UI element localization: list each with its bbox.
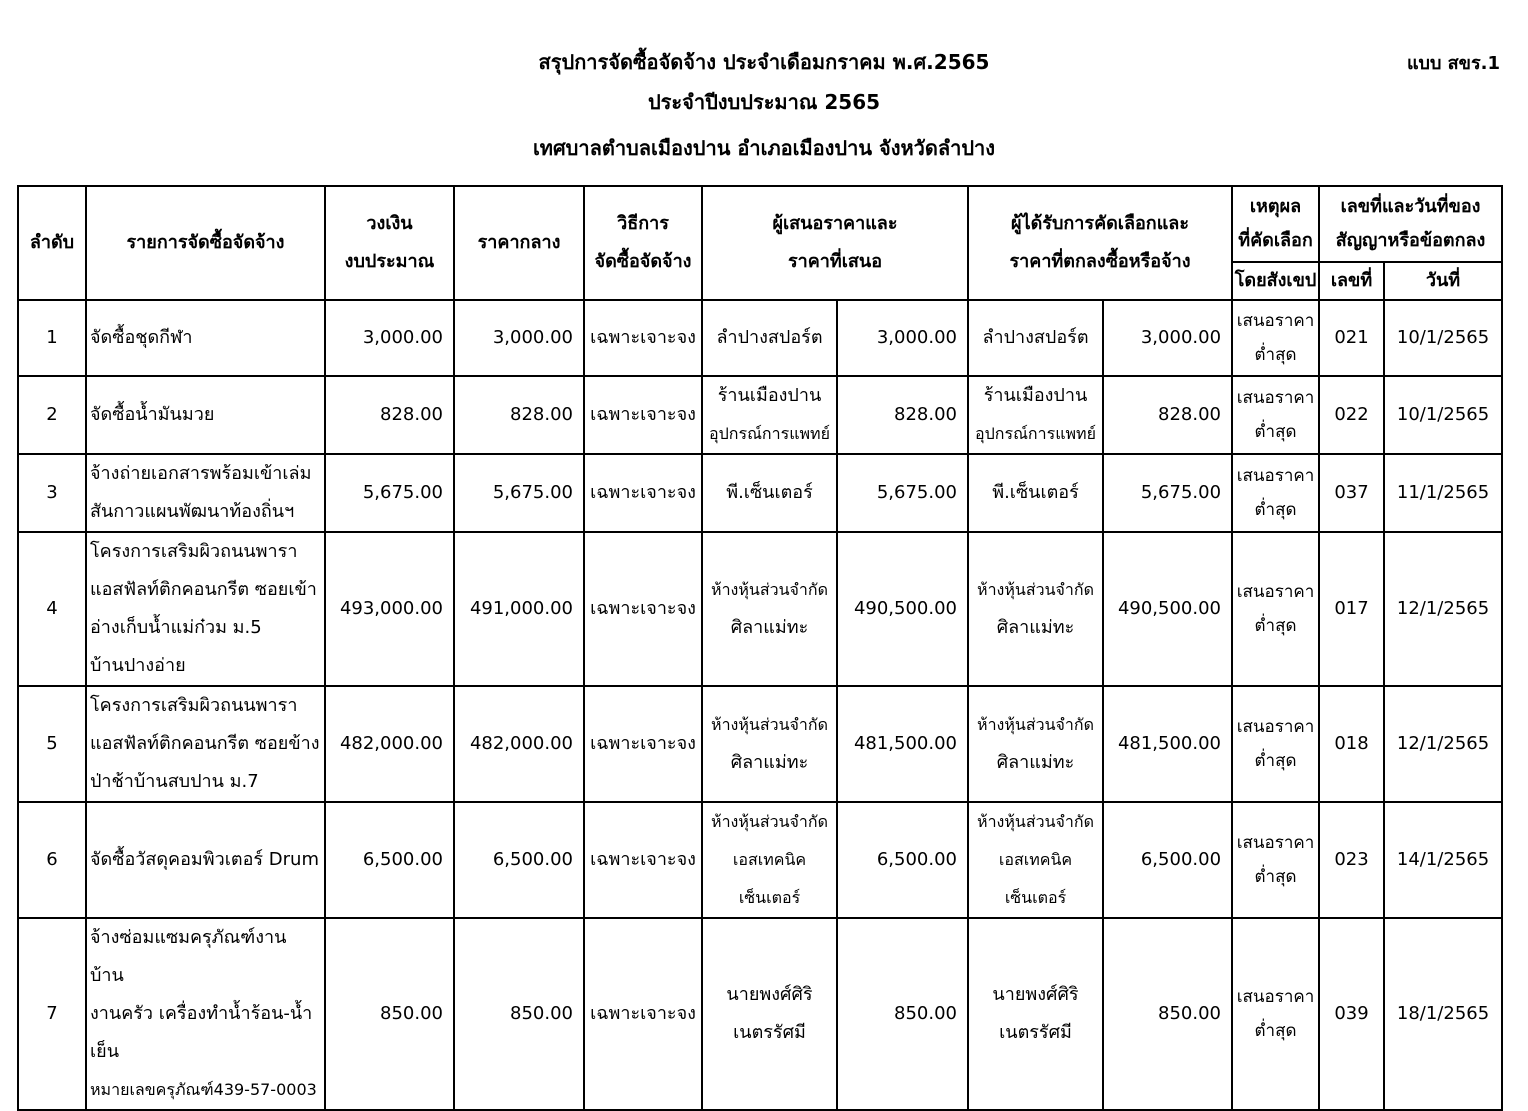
cell-selected-price: 828.00 <box>1103 376 1232 454</box>
col-header-budget-line2: งบประมาณ <box>344 251 435 272</box>
cell-reason-line: เสนอราคา <box>1236 833 1315 853</box>
cell-contract-date: 10/1/2565 <box>1384 376 1502 454</box>
cell-bid-price: 5,675.00 <box>837 454 968 532</box>
cell-reason-line: เสนอราคา <box>1236 466 1315 486</box>
cell-selected <box>968 376 1103 454</box>
cell-item <box>86 686 325 802</box>
table-row <box>18 454 1502 532</box>
col-header-reason <box>1232 186 1319 262</box>
cell-reason <box>1232 454 1319 532</box>
procurement-table <box>17 185 1503 1111</box>
cell-reason-line: ต่ำสุด <box>1254 751 1297 771</box>
cell-no: 6 <box>18 802 86 918</box>
cell-contract-date: 14/1/2565 <box>1384 802 1502 918</box>
cell-reason-line: ต่ำสุด <box>1254 1021 1297 1041</box>
cell-item-line: ป่าช้าบ้านสบปาน ม.7 <box>90 771 259 792</box>
cell-bidder-line: เอสเทคนิคเซ็นเตอร์ <box>732 850 807 907</box>
cell-contract-no: 022 <box>1319 376 1384 454</box>
cell-method: เฉพาะเจาะจง <box>584 802 702 918</box>
report-title: สรุปการจัดซื้อจัดจ้าง ประจำเดือมกราคม พ.ศ.2565 <box>538 50 990 74</box>
cell-bidder-line: พี.เซ็นเตอร์ <box>726 482 813 503</box>
cell-item-line: จ้างซ่อมแซมครุภัณฑ์งานบ้าน <box>90 927 287 986</box>
cell-bidder-line: อุปกรณ์การแพทย์ <box>709 424 830 443</box>
cell-selected <box>968 686 1103 802</box>
cell-bid-price: 828.00 <box>837 376 968 454</box>
report-fiscal-year: ประจำปีงบประมาณ 2565 <box>647 90 881 114</box>
cell-bidder <box>702 532 837 686</box>
cell-budget: 493,000.00 <box>325 532 454 686</box>
cell-reason-line: ต่ำสุด <box>1254 867 1297 887</box>
cell-contract-date: 18/1/2565 <box>1384 918 1502 1110</box>
cell-item-line: งานครัว เครื่องทำน้ำร้อน-น้ำเย็น <box>90 1003 313 1062</box>
cell-bid-price: 6,500.00 <box>837 802 968 918</box>
cell-median: 850.00 <box>454 918 584 1110</box>
cell-budget: 828.00 <box>325 376 454 454</box>
cell-bidder <box>702 300 837 376</box>
col-header-contract-line1: เลขที่และวันที่ของ <box>1340 196 1481 217</box>
col-header-median: ราคากลาง <box>454 186 584 300</box>
cell-bidder <box>702 454 837 532</box>
cell-selected-line: ห้างหุ้นส่วนจำกัด <box>977 715 1094 734</box>
cell-bidder <box>702 918 837 1110</box>
cell-item-line: อ่างเก็บน้ำแม่ก๋วม ม.5 <box>90 617 262 638</box>
report-organization: เทศบาลตำบลเมืองปาน อำเภอเมืองปาน จังหวัดลำปาง <box>532 136 996 160</box>
cell-budget: 5,675.00 <box>325 454 454 532</box>
col-header-contract-no: เลขที่ <box>1319 262 1384 300</box>
col-header-bidders-line1: ผู้เสนอราคาและ <box>772 213 898 234</box>
cell-selected <box>968 918 1103 1110</box>
cell-item-line: แอสฟัลท์ติกคอนกรีต ซอยข้าง <box>90 733 320 754</box>
cell-contract-no: 017 <box>1319 532 1384 686</box>
cell-bid-price: 481,500.00 <box>837 686 968 802</box>
cell-selected-line: ลำปางสปอร์ต <box>982 327 1089 348</box>
cell-median: 482,000.00 <box>454 686 584 802</box>
cell-selected-price: 3,000.00 <box>1103 300 1232 376</box>
col-header-budget <box>325 186 454 300</box>
cell-item <box>86 454 325 532</box>
cell-median: 828.00 <box>454 376 584 454</box>
cell-reason <box>1232 686 1319 802</box>
cell-item-line: โครงการเสริมผิวถนนพารา <box>90 541 298 562</box>
cell-selected-line: พี.เซ็นเตอร์ <box>992 482 1079 503</box>
cell-median: 6,500.00 <box>454 802 584 918</box>
col-header-bidders-line2: ราคาที่เสนอ <box>787 251 883 272</box>
cell-selected-line: เอสเทคนิคเซ็นเตอร์ <box>998 850 1073 907</box>
col-header-bidders <box>702 186 968 300</box>
cell-budget: 482,000.00 <box>325 686 454 802</box>
cell-item <box>86 376 325 454</box>
table-row <box>18 686 1502 802</box>
col-header-selected <box>968 186 1232 300</box>
cell-selected-line: ศิลาแม่ทะ <box>996 752 1075 773</box>
cell-reason-line: ต่ำสุด <box>1254 616 1297 636</box>
cell-selected-line: ห้างหุ้นส่วนจำกัด <box>977 580 1094 599</box>
col-header-reason-line1: เหตุผล <box>1249 196 1302 217</box>
col-header-reason-line2: ที่คัดเลือก <box>1238 230 1313 251</box>
cell-contract-date: 11/1/2565 <box>1384 454 1502 532</box>
cell-selected-price: 481,500.00 <box>1103 686 1232 802</box>
cell-selected-price: 5,675.00 <box>1103 454 1232 532</box>
cell-item-line: จัดซื้อชุดกีฬา <box>90 327 193 348</box>
cell-selected-price: 850.00 <box>1103 918 1232 1110</box>
cell-reason-line: เสนอราคา <box>1236 582 1315 602</box>
cell-reason <box>1232 376 1319 454</box>
table-body <box>18 300 1502 1110</box>
cell-bidder <box>702 802 837 918</box>
cell-selected-price: 490,500.00 <box>1103 532 1232 686</box>
cell-bid-price: 3,000.00 <box>837 300 968 376</box>
cell-item <box>86 918 325 1110</box>
cell-selected-line: ศิลาแม่ทะ <box>996 617 1075 638</box>
cell-item-line: จัดซื้อน้ำมันมวย <box>90 404 215 425</box>
cell-item-line: บ้านปางอ่าย <box>90 655 186 676</box>
cell-method: เฉพาะเจาะจง <box>584 300 702 376</box>
cell-item-line: จ้างถ่ายเอกสารพร้อมเข้าเล่ม <box>90 463 312 484</box>
cell-selected-line: เนตรรัศมี <box>999 1022 1072 1043</box>
cell-contract-date: 12/1/2565 <box>1384 686 1502 802</box>
cell-item <box>86 300 325 376</box>
cell-bidder-line: เนตรรัศมี <box>733 1022 806 1043</box>
cell-selected <box>968 802 1103 918</box>
cell-method: เฉพาะเจาะจง <box>584 454 702 532</box>
cell-budget: 850.00 <box>325 918 454 1110</box>
cell-reason <box>1232 532 1319 686</box>
cell-no: 3 <box>18 454 86 532</box>
cell-reason-line: เสนอราคา <box>1236 311 1315 331</box>
cell-reason-line: ต่ำสุด <box>1254 422 1297 442</box>
cell-selected <box>968 532 1103 686</box>
cell-bidder-line: ห้างหุ้นส่วนจำกัด <box>711 812 828 831</box>
cell-no: 1 <box>18 300 86 376</box>
cell-budget: 3,000.00 <box>325 300 454 376</box>
cell-selected-line: ห้างหุ้นส่วนจำกัด <box>977 812 1094 831</box>
cell-method: เฉพาะเจาะจง <box>584 532 702 686</box>
cell-item-line: โครงการเสริมผิวถนนพารา <box>90 695 298 716</box>
cell-bidder-line: ลำปางสปอร์ต <box>716 327 823 348</box>
col-header-selected-line2: ราคาที่ตกลงซื้อหรือจ้าง <box>1009 251 1191 272</box>
cell-reason-line: เสนอราคา <box>1236 987 1315 1007</box>
cell-item-line: สันกาวแผนพัฒนาท้องถิ่นฯ <box>90 501 295 522</box>
cell-no: 7 <box>18 918 86 1110</box>
cell-contract-no: 018 <box>1319 686 1384 802</box>
cell-selected-price: 6,500.00 <box>1103 802 1232 918</box>
cell-median: 491,000.00 <box>454 532 584 686</box>
cell-method: เฉพาะเจาะจง <box>584 918 702 1110</box>
col-header-no: ลำดับ <box>18 186 86 300</box>
cell-budget: 6,500.00 <box>325 802 454 918</box>
cell-bidder-line: ศิลาแม่ทะ <box>730 617 809 638</box>
col-header-method <box>584 186 702 300</box>
cell-reason-line: ต่ำสุด <box>1254 500 1297 520</box>
form-code: แบบ สขร.1 <box>1406 53 1500 74</box>
cell-no: 4 <box>18 532 86 686</box>
col-header-contract <box>1319 186 1502 262</box>
cell-selected-line: ร้านเมืองปาน <box>983 385 1088 406</box>
cell-selected <box>968 454 1103 532</box>
col-header-budget-line1: วงเงิน <box>366 213 413 234</box>
cell-bidder-line: ศิลาแม่ทะ <box>730 752 809 773</box>
cell-reason <box>1232 300 1319 376</box>
cell-method: เฉพาะเจาะจง <box>584 376 702 454</box>
cell-bid-price: 850.00 <box>837 918 968 1110</box>
cell-reason <box>1232 802 1319 918</box>
cell-method: เฉพาะเจาะจง <box>584 686 702 802</box>
cell-selected-line: อุปกรณ์การแพทย์ <box>975 424 1096 443</box>
col-header-method-line2: จัดซื้อจัดจ้าง <box>594 251 692 272</box>
col-header-contract-line2: สัญญาหรือข้อตกลง <box>1335 230 1486 251</box>
cell-reason-line: เสนอราคา <box>1236 388 1315 408</box>
cell-contract-no: 037 <box>1319 454 1384 532</box>
table-row <box>18 802 1502 918</box>
col-header-reason-line3: โดยสังเขป <box>1232 262 1319 300</box>
cell-item-line: หมายเลขครุภัณฑ์439-57-0003 <box>90 1080 317 1099</box>
cell-contract-no: 021 <box>1319 300 1384 376</box>
col-header-item: รายการจัดซื้อจัดจ้าง <box>86 186 325 300</box>
cell-bidder-line: ห้างหุ้นส่วนจำกัด <box>711 715 828 734</box>
cell-bid-price: 490,500.00 <box>837 532 968 686</box>
cell-reason-line: ต่ำสุด <box>1254 345 1297 365</box>
cell-bidder-line: ห้างหุ้นส่วนจำกัด <box>711 580 828 599</box>
cell-item-line: จัดซื้อวัสดุคอมพิวเตอร์ Drum <box>90 849 319 870</box>
col-header-method-line1: วิธีการ <box>617 213 669 234</box>
cell-median: 3,000.00 <box>454 300 584 376</box>
cell-no: 5 <box>18 686 86 802</box>
cell-selected <box>968 300 1103 376</box>
cell-bidder-line: นายพงศ์ศิริ <box>726 984 813 1005</box>
cell-contract-date: 10/1/2565 <box>1384 300 1502 376</box>
cell-contract-no: 039 <box>1319 918 1384 1110</box>
table-row <box>18 376 1502 454</box>
cell-median: 5,675.00 <box>454 454 584 532</box>
cell-bidder-line: ร้านเมืองปาน <box>717 385 822 406</box>
table-row <box>18 918 1502 1110</box>
cell-item-line: แอสฟัลท์ติกคอนกรีต ซอยเข้า <box>90 579 317 600</box>
cell-reason-line: เสนอราคา <box>1236 717 1315 737</box>
cell-contract-no: 023 <box>1319 802 1384 918</box>
cell-contract-date: 12/1/2565 <box>1384 532 1502 686</box>
cell-bidder <box>702 686 837 802</box>
cell-item <box>86 532 325 686</box>
cell-item <box>86 802 325 918</box>
cell-selected-line: นายพงศ์ศิริ <box>992 984 1079 1005</box>
table-row <box>18 300 1502 376</box>
table-row <box>18 532 1502 686</box>
cell-reason <box>1232 918 1319 1110</box>
col-header-contract-date: วันที่ <box>1384 262 1502 300</box>
cell-bidder <box>702 376 837 454</box>
cell-no: 2 <box>18 376 86 454</box>
col-header-selected-line1: ผู้ได้รับการคัดเลือกและ <box>1011 213 1189 234</box>
